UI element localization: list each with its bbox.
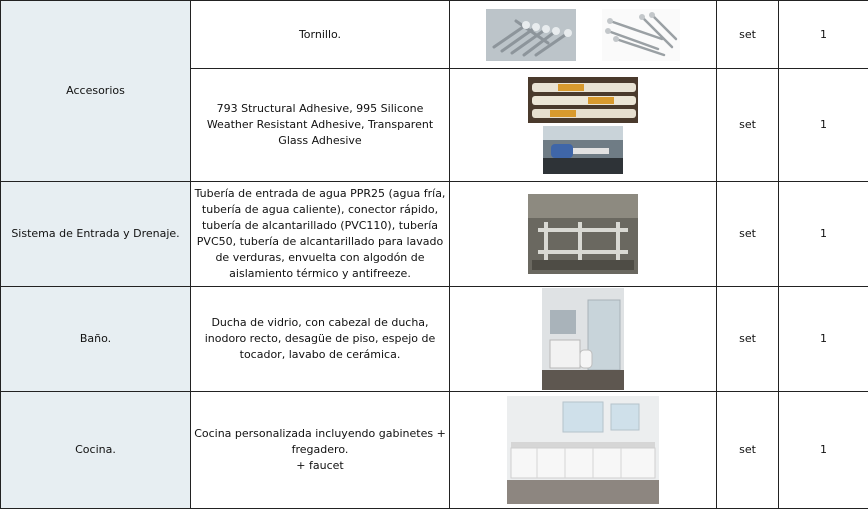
description-line: + faucet	[296, 459, 344, 472]
image-cell	[450, 1, 717, 69]
adhesive-tubes-photo	[528, 77, 638, 123]
unit-cell: set	[717, 287, 779, 392]
quantity-cell: 1	[779, 182, 868, 287]
description-line: fregadero.	[291, 443, 349, 456]
description-cell	[191, 392, 450, 509]
sealant-gun-photo	[543, 126, 623, 174]
category-cell: Cocina.	[1, 392, 191, 509]
description-cell: Ducha de vidrio, con cabezal de ducha, inodoro recto, desagüe de piso, espejo de tocador, lavabo de cerámica.	[191, 287, 450, 392]
table-row	[1, 287, 868, 392]
table-row	[1, 1, 868, 69]
rivets-photo	[486, 9, 576, 61]
category-cell: Sistema de Entrada y Drenaje.	[1, 182, 191, 287]
table-row	[1, 392, 868, 509]
pipework-photo	[528, 194, 638, 274]
unit-cell: set	[717, 182, 779, 287]
description-cell: 793 Structural Adhesive, 995 Silicone Weather Resistant Adhesive, Transparent Glass Adhesive	[191, 69, 450, 182]
description-cell: Tornillo.	[191, 1, 450, 69]
quantity-cell: 1	[779, 287, 868, 392]
quantity-cell: 1	[779, 69, 868, 182]
image-cell	[450, 182, 717, 287]
category-cell: Baño.	[1, 287, 191, 392]
image-cell	[450, 392, 717, 509]
kitchen-photo	[507, 396, 659, 504]
quantity-cell: 1	[779, 1, 868, 69]
category-cell: Accesorios	[1, 1, 191, 182]
screws-photo	[602, 9, 680, 61]
image-cell	[450, 69, 717, 182]
quantity-cell: 1	[779, 392, 868, 509]
description-line: Cocina personalizada incluyendo gabinetes +	[194, 427, 446, 440]
unit-cell: set	[717, 69, 779, 182]
image-cell	[450, 287, 717, 392]
table-row	[1, 182, 868, 287]
unit-cell: set	[717, 1, 779, 69]
bathroom-photo	[542, 288, 624, 390]
description-cell: Tubería de entrada de agua PPR25 (agua fría, tubería de agua caliente), conector rápido, tubería de alcantarillado (PVC110), tubería PVC50, tubería de alcantarillado para lavado de verduras, envuelta con algodón de aislamiento térmico y antifreeze.	[191, 182, 450, 287]
unit-cell: set	[717, 392, 779, 509]
